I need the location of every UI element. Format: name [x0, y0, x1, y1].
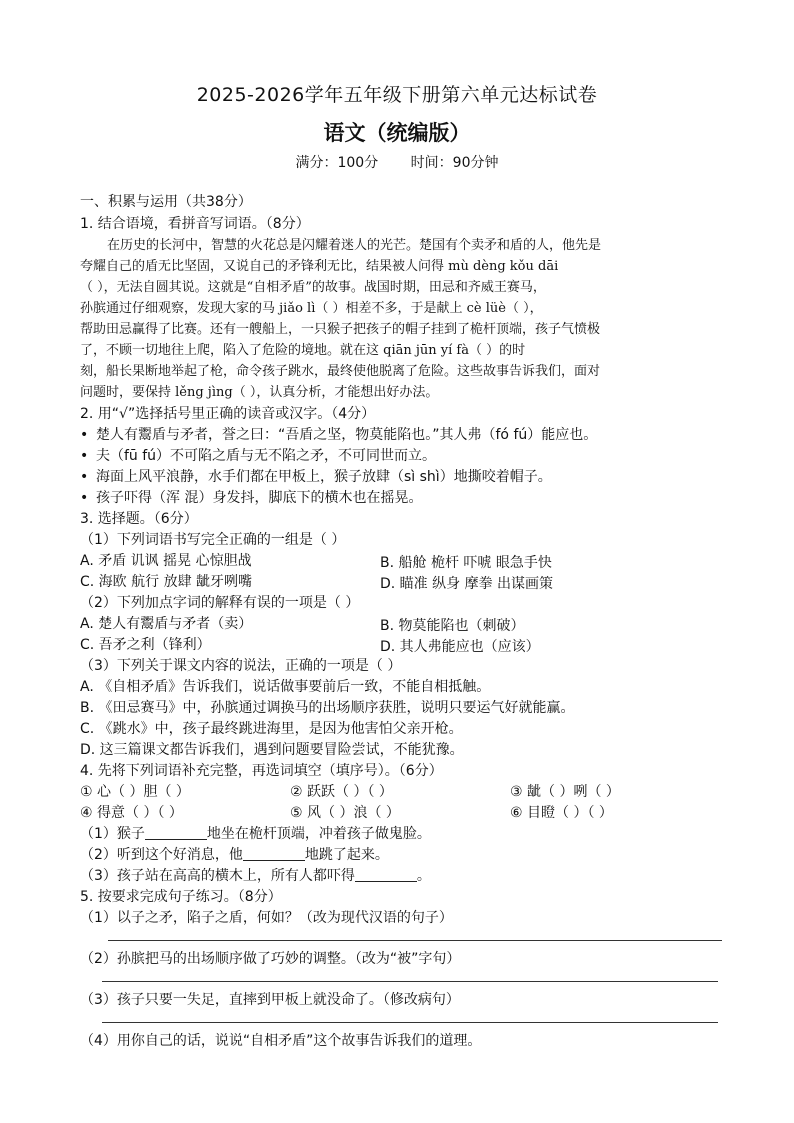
- q2-item-text: 夫（fū fú）不可陷之盾与无不陷之矛，不可同世而立。: [96, 448, 437, 464]
- q4-prompt: 4. 先将下列词语补充完整，再选词填空（填序号）。（6分）: [80, 763, 443, 779]
- q1-passage-line: （ ），无法自圆其说。这就是“自相矛盾”的故事。战国时期，田忌和齐威王赛马，: [80, 280, 546, 295]
- q5-prompt: 5. 按要求完成句子练习。（8分）: [80, 889, 282, 905]
- exam-time: 时间：90分钟: [410, 155, 499, 171]
- q1-passage-line: 孙膑通过仔细观察，发现大家的马 jiǎo lì（ ）相差不多，于是献上 cè lüè（ ），: [80, 301, 543, 316]
- q3-sub3-option-d: D. 这三篇课文都告诉我们，遇到问题要冒险尝试，不能犹豫。: [80, 742, 464, 758]
- q1-prompt: 1. 结合语境，看拼音写词语。（8分）: [80, 216, 310, 232]
- answer-line[interactable]: [102, 981, 718, 982]
- bullet-icon: •: [80, 448, 89, 464]
- q1-passage-line: 在历史的长河中，智慧的火花总是闪耀着迷人的光芒。楚国有个卖矛和盾的人，他先是: [107, 238, 602, 253]
- q4-word-item: ① 心（ ）胆（ ）: [80, 784, 190, 800]
- q2-item: [80, 426, 597, 444]
- q3-sub2-option-b: B. 物莫能陷也（刺破）: [380, 618, 525, 634]
- q4-fill-sentence: （3）孩子站在高高的横木上，所有人都吓得 。: [80, 868, 431, 884]
- q3-sub1-option-b: B. 船舱 桅杆 吓唬 眼急手快: [380, 555, 552, 571]
- bullet-icon: •: [80, 427, 89, 443]
- q4-word-item: ③ 龇（ ）咧（ ）: [510, 784, 620, 800]
- section-heading: 一、积累与运用（共38分）: [80, 194, 252, 210]
- q4-word-item: ② 跃跃（ ）（ ）: [290, 784, 393, 800]
- q4-word-item: ④ 得意（ ）（ ）: [80, 805, 183, 821]
- q3-sub3-stem: （3）下列关于课文内容的说法，正确的一项是（ ）: [80, 658, 402, 674]
- bullet-icon: •: [80, 469, 89, 485]
- q3-sub1-stem: （1）下列词语书写完全正确的一组是（ ）: [80, 532, 346, 548]
- q1-passage-line: 夸耀自己的盾无比坚固，又说自己的矛锋利无比，结果被人问得 mù dèng kǒu dāi: [80, 259, 559, 274]
- q4-word-item: ⑥ 目瞪（ ）（ ）: [510, 805, 613, 821]
- q3-sub2-option-d: D. 其人弗能应也（应该）: [380, 639, 540, 655]
- q2-item: [80, 489, 422, 507]
- q1-passage-line: 帮助田忌赢得了比赛。还有一艘船上，一只猴子把孩子的帽子挂到了桅杆顶端，孩子气愤极: [80, 322, 601, 337]
- q1-passage-line: 问题时，要保持 lěng jìng（ ），认真分析，才能想出好办法。: [80, 385, 439, 400]
- answer-blank[interactable]: [243, 846, 305, 861]
- answer-blank[interactable]: [145, 825, 207, 840]
- q2-item: [80, 468, 552, 486]
- q2-prompt: 2. 用“√”选择括号里正确的读音或汉字。（4分）: [80, 406, 376, 422]
- q3-sub3-option-a: A. 《自相矛盾》告诉我们，说话做事要前后一致，不能自相抵触。: [80, 679, 491, 695]
- q3-prompt: 3. 选择题。（6分）: [80, 511, 198, 527]
- q4-word-item: ⑤ 风（ ）浪（ ）: [290, 805, 400, 821]
- q3-sub1-option-d: D. 瞄准 纵身 摩拳 出谋画策: [380, 576, 554, 592]
- exam-meta: [0, 152, 794, 172]
- q5-item: （1）以子之矛，陷子之盾，何如？（改为现代汉语的句子）: [80, 910, 453, 926]
- q4-fill-sentence: （1）猴子 地坐在桅杆顶端，冲着孩子做鬼脸。: [80, 826, 431, 842]
- q5-item: （4）用你自己的话，说说“自相矛盾”这个故事告诉我们的道理。: [80, 1033, 482, 1049]
- q1-passage-line: 刻，船长果断地举起了枪，命令孩子跳水，最终使他脱离了危险。这些故事告诉我们，面对: [80, 364, 601, 379]
- q2-item: [80, 447, 436, 465]
- q5-item: （2）孙膑把马的出场顺序做了巧妙的调整。（改为“被”字句）: [80, 951, 461, 967]
- q2-item-text: 孩子吓得（浑 混）身发抖，脚底下的横木也在摇晃。: [96, 490, 423, 506]
- q2-item-text: 楚人有鬻盾与矛者，誉之曰：“吾盾之坚，物莫能陷也。”其人弗（fó fú）能应也。: [96, 427, 598, 443]
- answer-line[interactable]: [102, 1022, 718, 1023]
- q3-sub2-option-a: A. 楚人有鬻盾与矛者（卖）: [80, 616, 253, 632]
- exam-subtitle: 语文（统编版）: [323, 121, 471, 145]
- q3-sub3-option-c: C. 《跳水》中，孩子最终跳进海里，是因为他害怕父亲开枪。: [80, 721, 463, 737]
- q3-sub2-option-c: C. 吾矛之利（锋利）: [80, 637, 211, 653]
- q1-passage-line: 了，不顾一切地往上爬，陷入了危险的境地。就在这 qiān jūn yí fà（ ）的时: [80, 343, 526, 358]
- q2-item-text: 海面上风平浪静，水手们都在甲板上，猴子放肆（sì shì）地撕咬着帽子。: [96, 469, 552, 485]
- q3-sub1-option-c: C. 海欧 航行 放肆 龇牙咧嘴: [80, 574, 253, 590]
- q5-item: （3）孩子只要一失足，直摔到甲板上就没命了。（修改病句）: [80, 992, 460, 1008]
- answer-line[interactable]: [108, 940, 722, 941]
- answer-blank[interactable]: [355, 867, 417, 882]
- q3-sub3-option-b: B. 《田忌赛马》中，孙膑通过调换马的出场顺序获胜，说明只要运气好就能赢。: [80, 700, 575, 716]
- q4-fill-sentence: （2）听到这个好消息，他 地跳了起来。: [80, 847, 389, 863]
- q3-sub2-stem: （2）下列加点字词的解释有误的一项是（ ）: [80, 595, 360, 611]
- q3-sub1-option-a: A. 矛盾 讥讽 摇晃 心惊胆战: [80, 553, 252, 569]
- full-score: 满分：100分: [295, 155, 379, 171]
- bullet-icon: •: [80, 490, 89, 506]
- exam-title: 2025-2026学年五年级下册第六单元达标试卷: [196, 84, 598, 106]
